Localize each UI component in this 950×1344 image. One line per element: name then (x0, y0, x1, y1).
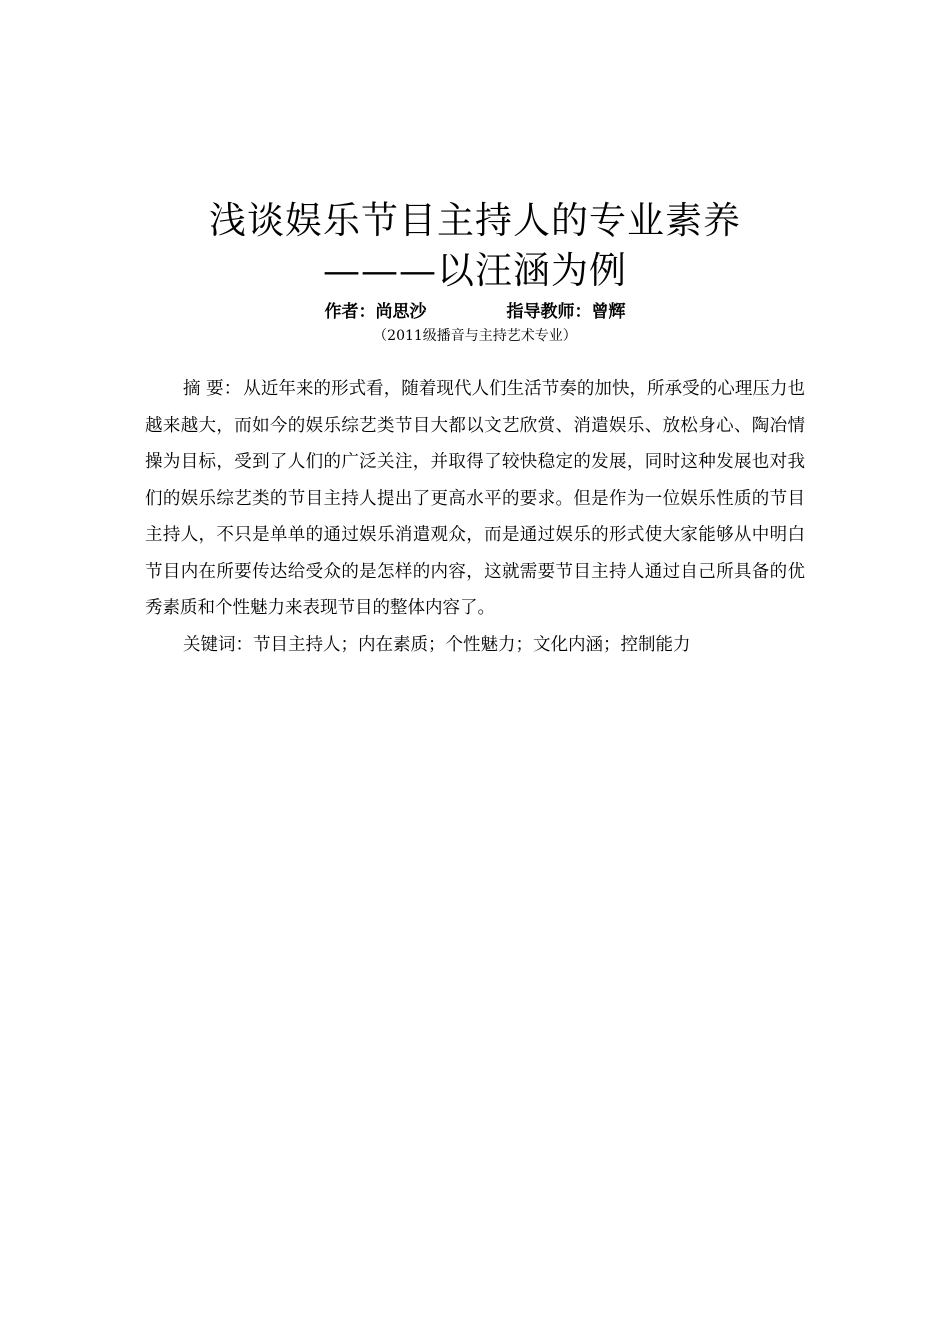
byline (0, 301, 950, 323)
title-block (0, 196, 950, 296)
abstract-text: 从近年来的形式看，随着现代人们生活节奏的加快，所承受的心理压力也越来越大，而如今的娱乐综艺类节目大都以文艺欣赏、消遣娱乐、放松身心、陶冶情操为目标，受到了人们的广泛关注，并取得了较快稳定的发展，同时这种发展也对我们的娱乐综艺类的节目主持人提出了更高水平的要求。但是作为一位娱乐性质的节目主持人，不只是单单的通过娱乐消遣观众，而是通过娱乐的形式使大家能够从中明白节目内在所要传达给受众的是怎样的内容，这就需要节目主持人通过自己所具备的优秀素质和个性魅力来表现节目的整体内容了。 (145, 379, 805, 618)
keywords-text: 节目主持人；内在素质；个性魅力；文化内涵；控制能力 (253, 634, 691, 655)
abstract-paragraph (145, 371, 805, 627)
body-text (145, 371, 805, 663)
keywords-paragraph (145, 627, 805, 664)
abstract-label: 摘 要： (183, 379, 242, 399)
document-title: 浅谈娱乐节目主持人的专业素养 (209, 199, 741, 242)
advisor: 指导教师：曾辉 (506, 302, 626, 322)
major: （2011级播音与主持艺术专业） (373, 328, 577, 344)
keywords-label: 关键词： (183, 634, 253, 655)
author: 作者：尚思沙 (324, 302, 427, 322)
document-subtitle: ———以汪涵为例 (323, 249, 627, 292)
